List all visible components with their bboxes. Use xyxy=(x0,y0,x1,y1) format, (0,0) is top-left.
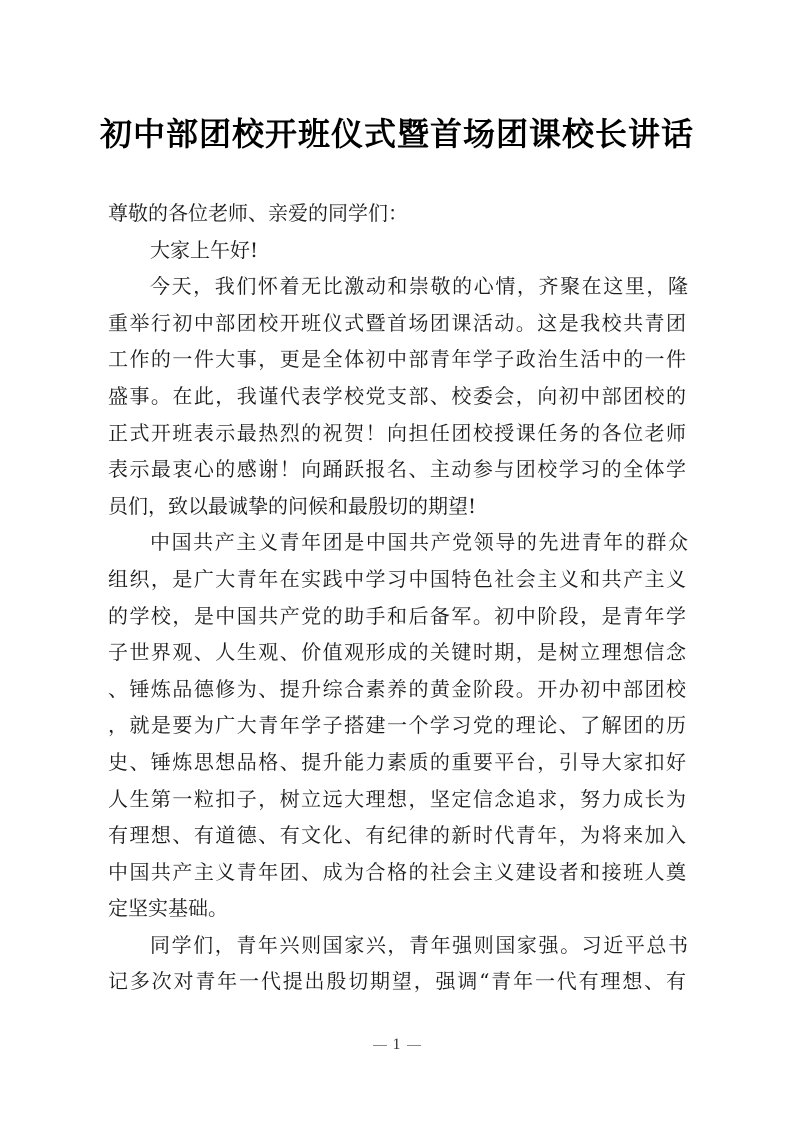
text-line: 子世界观、人生观、价值观形成的关键时期，是树立理想信念 xyxy=(108,640,686,665)
text-line: 中国共产主义青年团是中国共产党领导的先进青年的群众 xyxy=(150,530,688,555)
text-line: 同学们，青年兴则国家兴，青年强则国家强。习近平总书 xyxy=(150,932,688,957)
text-line: 表示最衷心的感谢！向踊跃报名、主动参与团校学习的全体学 xyxy=(108,457,686,482)
text-line: 员们，致以最诚挚的问候和最殷切的期望! xyxy=(108,493,477,518)
text-line: 尊敬的各位老师、亲爱的同学们： xyxy=(108,201,408,225)
text-line: 人生第一粒扣子，树立远大理想，坚定信念追求，努力成长为 xyxy=(108,786,686,811)
text-line: 定坚实基础。 xyxy=(108,896,228,921)
text-line: 正式开班表示最热烈的祝贺！向担任团校授课任务的各位老师 xyxy=(108,420,686,445)
page-footer xyxy=(0,1036,793,1054)
text-line: 重举行初中部团校开班仪式暨首场团课活动。这是我校共青团 xyxy=(108,310,686,335)
text-line: ，就是要为广大青年学子搭建一个学习党的理论、了解团的历 xyxy=(108,713,686,738)
text-line: 工作的一件大事，更是全体初中部青年学子政治生活中的一件 xyxy=(108,347,686,372)
text-line: 的学校，是中国共产党的助手和后备军。初中阶段，是青年学 xyxy=(108,603,686,628)
text-line: 大家上午好! xyxy=(150,237,259,262)
text-line: 史、锤炼思想品格、提升能力素质的重要平台，引导大家扣好 xyxy=(108,749,686,774)
text-line: 、锤炼品德修为、提升综合素养的黄金阶段。开办初中部团校 xyxy=(108,676,686,701)
document-title: 初中部团校开班仪式暨首场团课校长讲话 xyxy=(100,115,695,153)
footer-dash-left xyxy=(373,1045,387,1046)
text-line: 有理想、有道德、有文化、有纪律的新时代青年，为将来加入 xyxy=(108,823,686,848)
document-body xyxy=(108,195,688,1000)
text-line: 记多次对青年一代提出殷切期望，强调“青年一代有理想、有 xyxy=(108,969,686,994)
text-line: 组织，是广大青年在实践中学习中国特色社会主义和共产主义 xyxy=(108,566,686,591)
page-number: 1 xyxy=(392,1036,401,1053)
text-line: 盛事。在此，我谨代表学校党支部、校委会，向初中部团校的 xyxy=(108,383,686,408)
text-line: 中国共产主义青年团、成为合格的社会主义建设者和接班人奠 xyxy=(108,859,686,884)
text-line: 今天，我们怀着无比激动和崇敬的心情，齐聚在这里，隆 xyxy=(150,274,688,299)
footer-dash-right xyxy=(407,1045,421,1046)
